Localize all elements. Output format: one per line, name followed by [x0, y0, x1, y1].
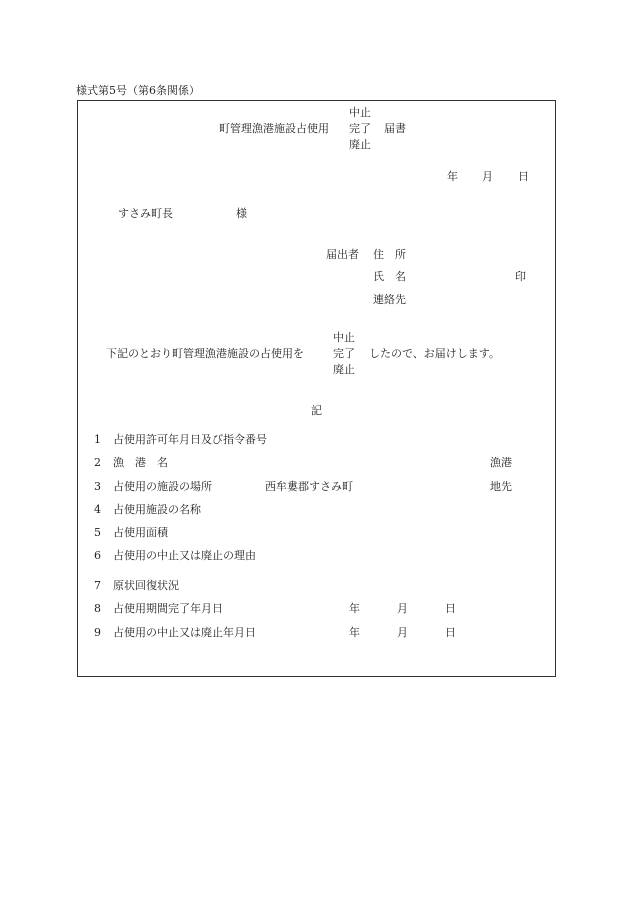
item-location-suffix: 地先 [490, 480, 512, 493]
item-abolish-month: 月 [397, 626, 408, 639]
item-reason-label: 占使用の中止又は廃止の理由 [113, 549, 256, 562]
item-number: 6 [94, 549, 101, 562]
item-location-value: 西牟婁郡すさみ町 [265, 480, 353, 493]
item-permit-date-label: 占使用許可年月日及び指令番号 [113, 433, 267, 446]
item-number: 4 [94, 503, 101, 516]
seal-mark: 印 [515, 270, 526, 283]
item-abolish-date-label: 占使用の中止又は廃止年月日 [113, 626, 256, 639]
date-year: 年 [447, 170, 458, 183]
addressee-name: すさみ町長 [118, 207, 173, 220]
item-facility-name-label: 占使用施設の名称 [113, 503, 201, 516]
title-option-abolish: 廃止 [349, 138, 371, 151]
item-number: 8 [94, 602, 101, 615]
item-completion-year: 年 [349, 602, 360, 615]
item-number: 2 [94, 456, 101, 469]
applicant-label: 届出者 [326, 248, 359, 261]
title-option-complete: 完了 [349, 122, 371, 135]
form-number-label: 様式第5号（第6条関係） [76, 84, 200, 97]
item-number: 1 [94, 433, 101, 446]
item-restoration-label: 原状回復状況 [113, 579, 179, 592]
statement-option-complete: 完了 [333, 347, 355, 360]
item-number: 5 [94, 526, 101, 539]
date-month: 月 [482, 170, 493, 183]
address-label: 住 所 [373, 248, 406, 261]
item-completion-date-label: 占使用期間完了年月日 [113, 602, 223, 615]
item-location-label: 占使用の施設の場所 [113, 480, 212, 493]
ki-heading: 記 [311, 404, 322, 417]
item-number: 7 [94, 579, 101, 592]
item-port-name-label: 漁 港 名 [113, 456, 168, 469]
item-port-suffix: 漁港 [490, 456, 512, 469]
item-abolish-year: 年 [349, 626, 360, 639]
title-option-stop: 中止 [349, 106, 371, 119]
statement-option-stop: 中止 [333, 331, 355, 344]
item-area-label: 占使用面積 [113, 526, 168, 539]
contact-label: 連絡先 [373, 293, 406, 306]
item-number: 3 [94, 480, 101, 493]
item-completion-day: 日 [445, 602, 456, 615]
item-completion-month: 月 [397, 602, 408, 615]
item-abolish-day: 日 [445, 626, 456, 639]
statement-prefix: 下記のとおり町管理漁港施設の占使用を [106, 347, 304, 360]
title-suffix: 届書 [384, 122, 406, 135]
statement-suffix: したので、お届けします。 [369, 347, 500, 360]
date-day: 日 [518, 170, 529, 183]
statement-option-abolish: 廃止 [333, 363, 355, 376]
title-prefix: 町管理漁港施設占使用 [219, 122, 329, 135]
addressee-honorific: 様 [236, 207, 247, 220]
item-number: 9 [94, 626, 101, 639]
name-label: 氏 名 [373, 270, 406, 283]
